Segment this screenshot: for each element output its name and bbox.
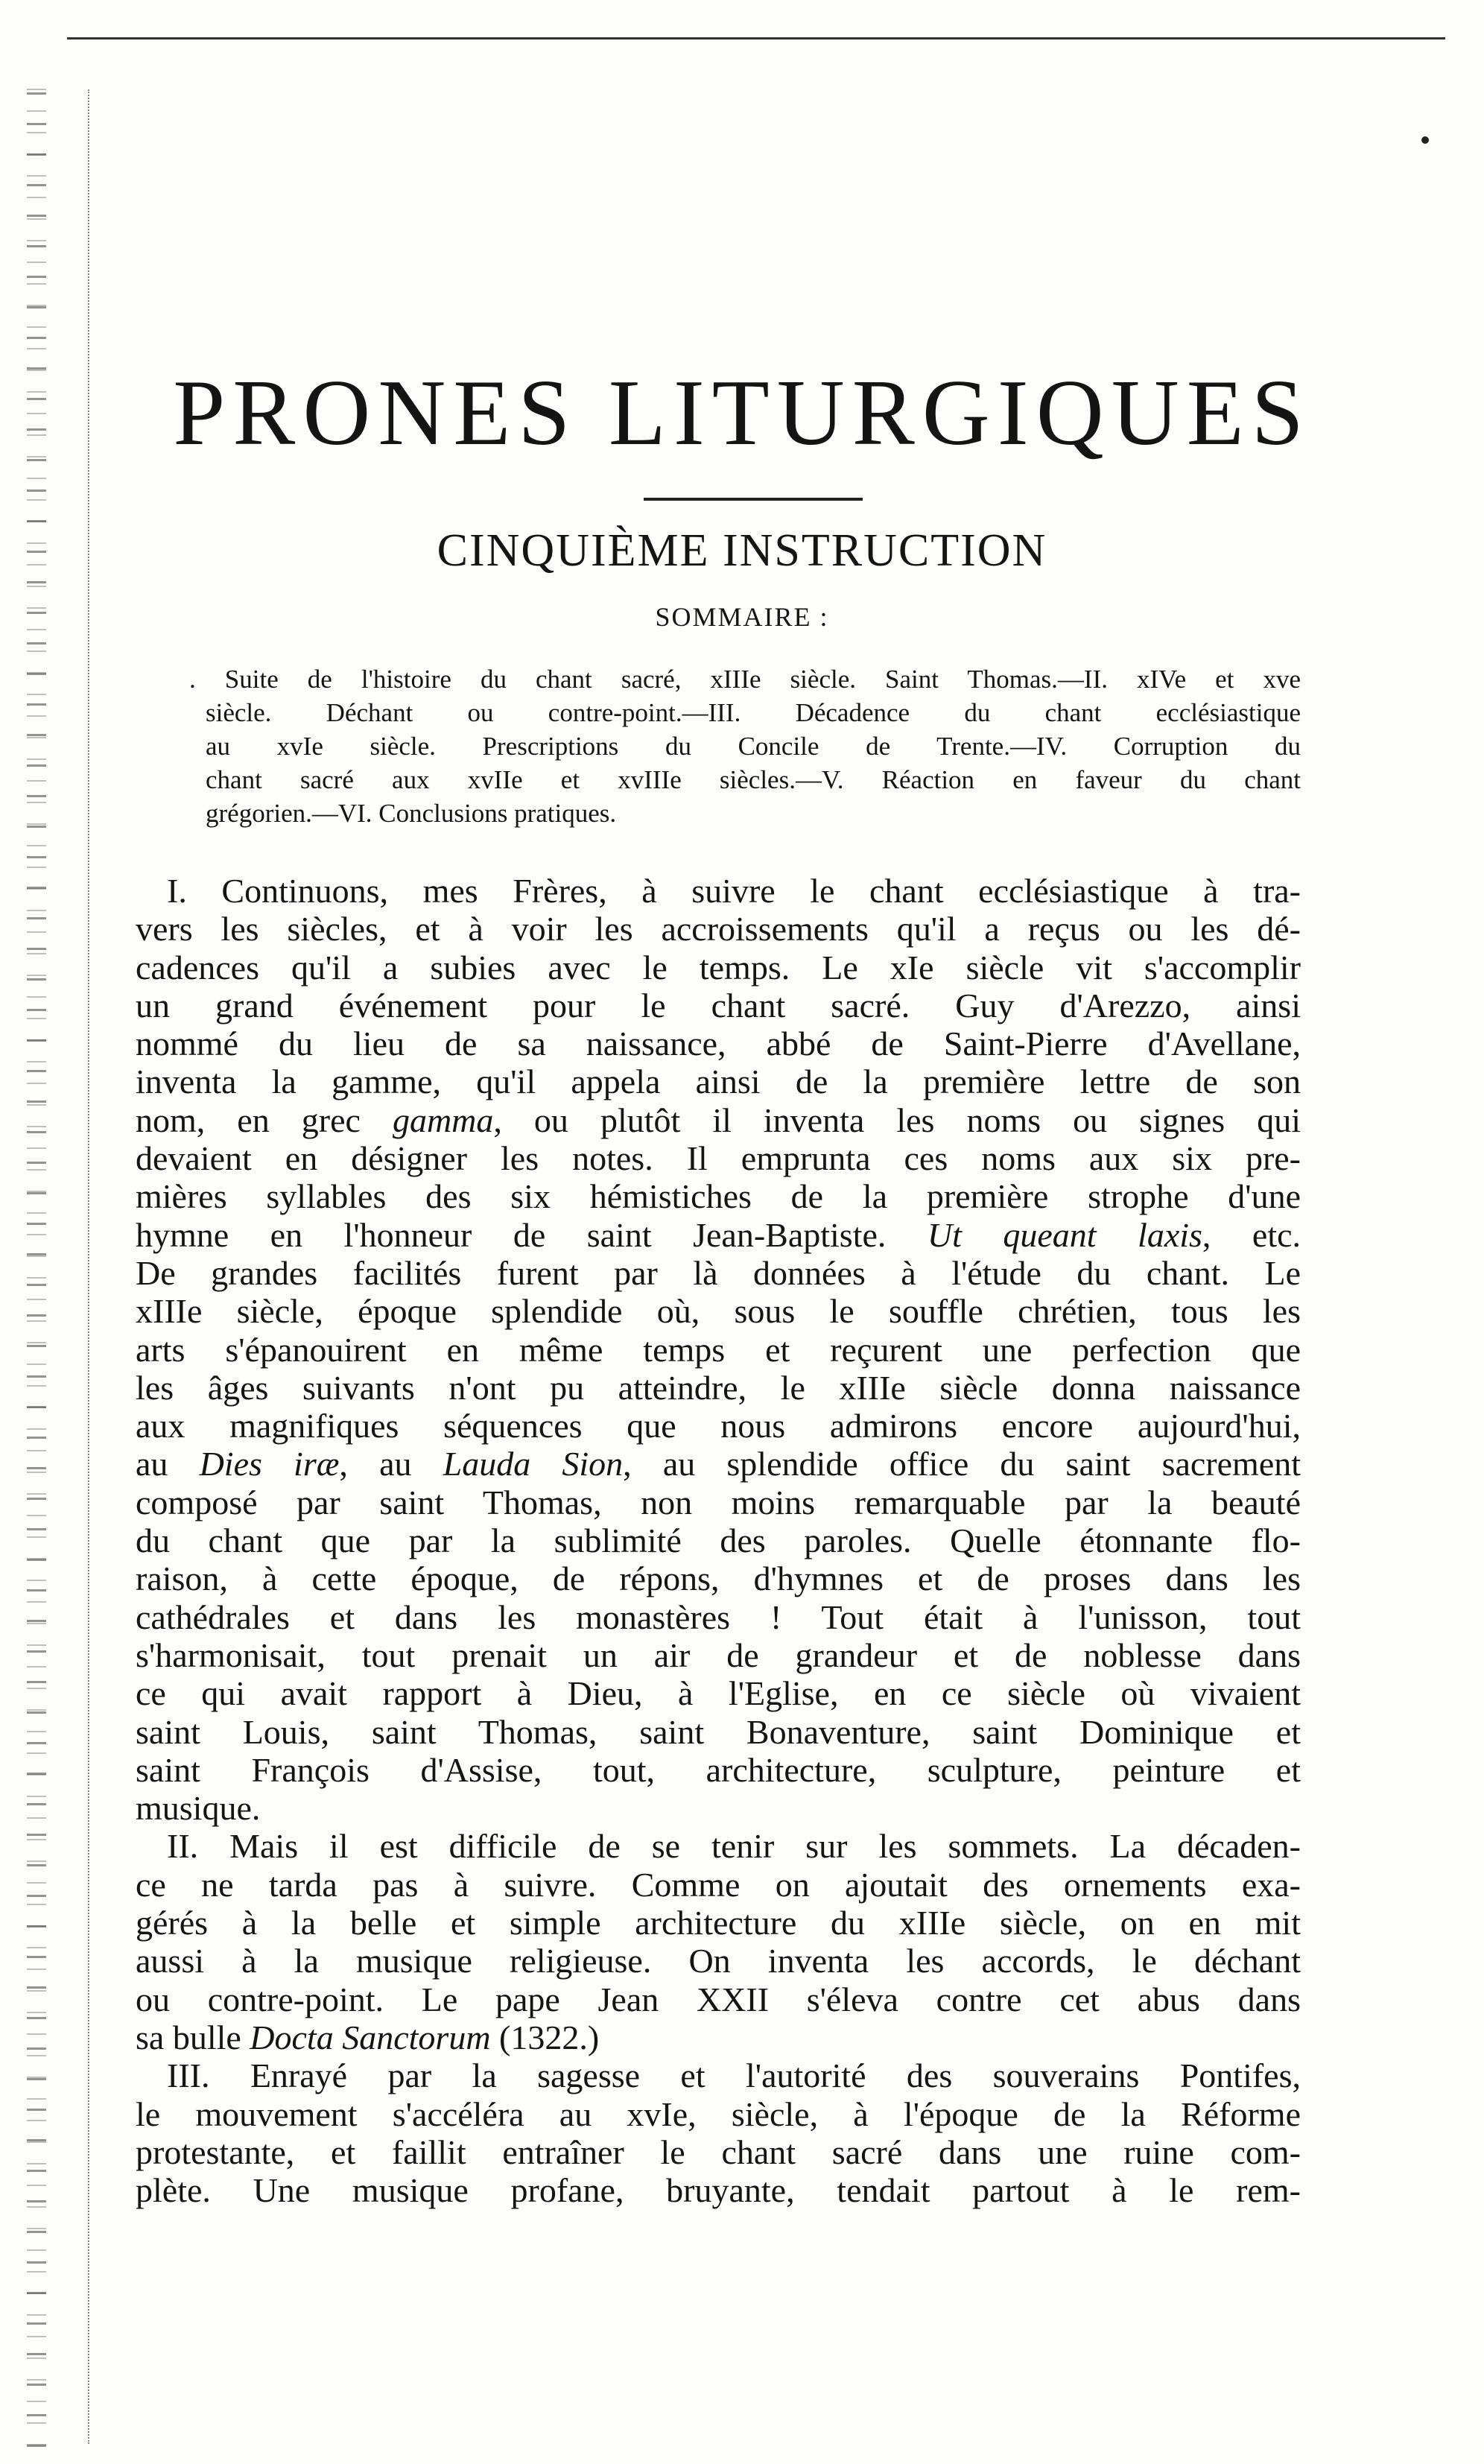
text-line: composé par saint Thomas, non moins remarquable par la beauté [136, 1483, 1301, 1521]
text-line: inventa la gamme, qu'il appela ainsi de la première lettre de son [136, 1062, 1301, 1101]
text-line: aussi à la musique religieuse. On inventa les accords, le déchant [136, 1942, 1301, 1980]
body-text [136, 872, 1301, 2209]
summary-heading: SOMMAIRE : [655, 602, 829, 632]
text-line: arts s'épanouirent en même temps et reçurent une perfection que [136, 1330, 1301, 1369]
italic-term: Lauda Sion [443, 1445, 624, 1483]
ink-speck [1421, 136, 1429, 144]
text-line: le mouvement s'accéléra au xvIe, siècle, à l'époque de la Réforme [136, 2094, 1301, 2133]
text-run: , ou plutôt il inventa les noms ou signes qui [493, 1100, 1301, 1139]
text-line: ce ne tarda pas à suivre. Comme on ajoutait des ornements exa- [136, 1865, 1301, 1904]
page-title: PRONES LITURGIQUES [173, 361, 1311, 465]
text-line: gérés à la belle et simple architecture du xIIIe siècle, on en mit [136, 1904, 1301, 1942]
text-line: saint François d'Assise, tout, architecture, sculpture, peinture et [136, 1750, 1301, 1789]
italic-term: Dies iræ [199, 1445, 340, 1483]
text-line [136, 1445, 1301, 1483]
text-line: protestante, et faillit entraîner le chant sacré dans une ruine com- [136, 2132, 1301, 2171]
text-line: plète. Une musique profane, bruyante, tendait partout à le rem- [136, 2171, 1301, 2210]
text-line: vers les siècles, et à voir les accroissements qu'il a reçus ou les dé- [136, 910, 1301, 948]
italic-term: Docta Sanctorum [250, 2018, 491, 2056]
text-line: s'harmonisait, tout prenait un air de grandeur et de noblesse dans [136, 1635, 1301, 1674]
text-run: , etc. [1202, 1215, 1301, 1254]
summary-line: grégorien.—VI. Conclusions pratiques. [206, 799, 617, 828]
text-line: xIIIe siècle, époque splendide où, sous le souffle chrétien, tous les [136, 1292, 1301, 1331]
text-run: au [136, 1445, 168, 1483]
text-line: raison, à cette époque, de répons, d'hymnes et de proses dans les [136, 1559, 1301, 1598]
instruction-title: CINQUIÈME INSTRUCTION [437, 525, 1047, 576]
text-line: I. Continuons, mes Frères, à suivre le chant ecclésiastique à tra- [167, 872, 1301, 910]
italic-term: Ut queant laxis [927, 1215, 1202, 1254]
text-line: musique. [136, 1789, 261, 1828]
text-line [136, 1216, 1301, 1254]
text-line: De grandes facilités furent par là données à l'étude du chant. Le [136, 1253, 1301, 1292]
text-line: devaient en désigner les notes. Il emprunta ces noms aux six pre- [136, 1139, 1301, 1178]
text-line: mières syllables des six hémistiches de la première strophe d'une [136, 1177, 1301, 1216]
text-run: nom, en grec [136, 1100, 361, 1139]
summary-line: . Suite de l'histoire du chant sacré, xIIIe siècle. Saint Thomas.—II. xIVe et xve [189, 665, 1301, 694]
text-line: III. Enrayé par la sagesse et l'autorité des souverains Pontifes, [167, 2056, 1301, 2095]
text-line: cadences qu'il a subies avec le temps. Le xIe siècle vit s'accomplir [136, 948, 1301, 986]
text-line: II. Mais il est difficile de se tenir sur les sommets. La décaden- [167, 1827, 1301, 1866]
summary-line: au xvIe siècle. Prescriptions du Concile de Trente.—IV. Corruption du [206, 732, 1301, 761]
text-line: cathédrales et dans les monastères ! Tout était à l'unisson, tout [136, 1597, 1301, 1636]
summary-line: chant sacré aux xvIIe et xvIIIe siècles.—V. Réaction en faveur du chant [206, 765, 1301, 794]
text-line: nommé du lieu de sa naissance, abbé de Saint-Pierre d'Avellane, [136, 1024, 1301, 1063]
summary-text [189, 662, 1301, 830]
text-line: ce qui avait rapport à Dieu, à l'Eglise, en ce siècle où vivaient [136, 1674, 1301, 1713]
text-run: , au splendide office du saint sacrement [623, 1445, 1301, 1483]
text-run: sa bulle [136, 2018, 241, 2056]
italic-term: gamma [392, 1100, 494, 1139]
text-line: les âges suivants n'ont pu atteindre, le xIIIe siècle donna naissance [136, 1368, 1301, 1407]
title-divider [644, 498, 863, 501]
text-line: saint Louis, saint Thomas, saint Bonaventure, saint Dominique et [136, 1712, 1301, 1751]
summary-line: siècle. Déchant ou contre-point.—III. Décadence du chant ecclésiastique [206, 698, 1301, 727]
text-line: un grand événement pour le chant sacré. Guy d'Arezzo, ainsi [136, 986, 1301, 1024]
text-line: ou contre-point. Le pape Jean XXII s'éleva contre cet abus dans [136, 1980, 1301, 2018]
text-line: aux magnifiques séquences que nous admirons encore aujourd'hui, [136, 1407, 1301, 1445]
text-run: (1322.) [490, 2018, 600, 2056]
text-run: hymne en l'honneur de saint Jean-Baptiste. [136, 1215, 887, 1254]
text-run: , au [339, 1445, 412, 1483]
text-line: du chant que par la sublimité des paroles. Quelle étonnante flo- [136, 1521, 1301, 1560]
text-line [136, 2018, 1301, 2056]
top-rule [67, 37, 1445, 39]
text-line [136, 1101, 1301, 1139]
